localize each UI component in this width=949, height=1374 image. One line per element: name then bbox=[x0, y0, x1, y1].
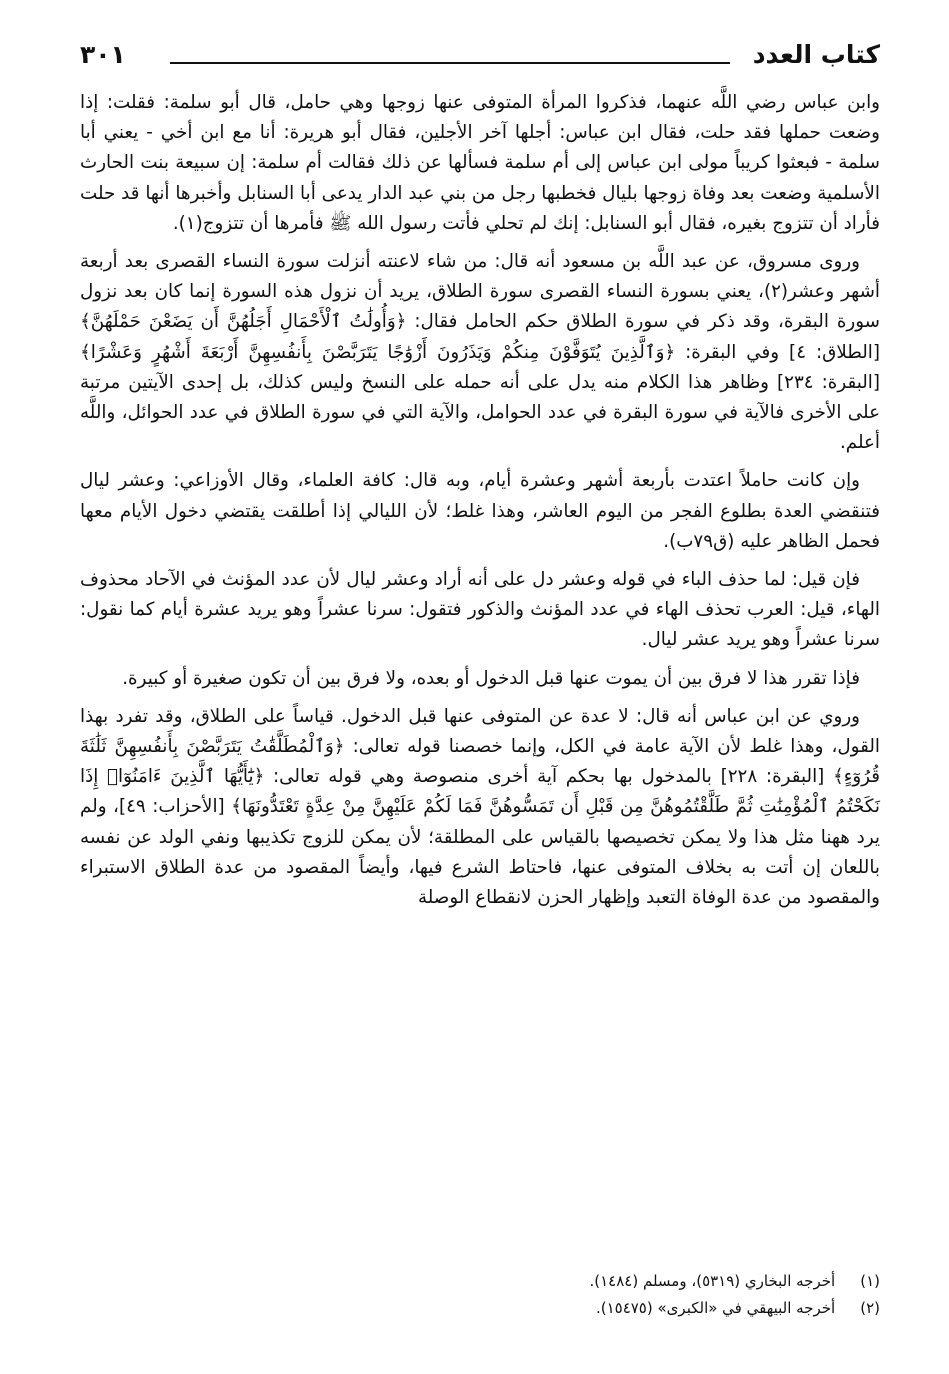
header-rule bbox=[170, 62, 730, 64]
page-body bbox=[80, 88, 880, 913]
chapter-title: كتاب العدد bbox=[752, 40, 880, 69]
footnote-text: أخرجه البيهقي في «الكبرى» (١٥٤٧٥). bbox=[595, 1299, 836, 1317]
footnote-number: (٢) bbox=[860, 1299, 880, 1317]
page-number: ٣٠١ bbox=[80, 40, 126, 69]
paragraph: فإذا تقرر هذا لا فرق بين أن يموت عنها قبل الدخول أو بعده، ولا فرق بين أن تكون صغيرة أو كبيرة. bbox=[122, 667, 860, 689]
footnote-text: أخرجه البخاري (٥٣١٩)، ومسلم (١٤٨٤). bbox=[589, 1272, 836, 1290]
paragraph: وروي عن ابن عباس أنه قال: لا عدة عن المتوفى عنها قبل الدخول. قياساً على الطلاق، وقد تفرد بهذا القول، وهذا غلط لأن الآية عامة في الكل، وإنما خصصنا قوله تعالى: ﴿وَٱلْمُطَلَّقَٰتُ يَتَرَبَّصْنَ بِأَنفُسِهِنَّ ثَلَٰثَةَ قُرُوٓءٍ﴾ [البقرة: ٢٢٨] بالمدخول بها بحكم آية أخرى منصوصة وهي قوله تعالى: ﴿يَٰٓأَيُّهَا ٱلَّذِينَ ءَامَنُوٓا۟ إِذَا نَكَحْتُمُ ٱلْمُؤْمِنَٰتِ ثُمَّ طَلَّقْتُمُوهُنَّ مِن قَبْلِ أَن تَمَسُّوهُنَّ فَمَا لَكُمْ عَلَيْهِنَّ مِنْ عِدَّةٍ تَعْتَدُّونَهَا﴾ [الأحزاب: ٤٩]، ولم يرد ههنا مثل هذا ولا يمكن تخصيصها بالقياس على المطلقة؛ لأن يمكن للزوج تكذيبها ونفي الولد عن نفسه باللعان إن أتت به بخلاف المتوفى عنها، فاحتاط الشرع فيها، وأيضاً المقصود من عدة الطلاق الاستبراء والمقصود من عدة الوفاة التعبد وإظهار الحزن لانقطاع الوصلة bbox=[80, 705, 880, 909]
footnotes bbox=[80, 1268, 880, 1322]
footnote bbox=[80, 1295, 880, 1322]
footnote bbox=[80, 1268, 880, 1295]
running-header bbox=[80, 40, 880, 80]
book-page bbox=[80, 40, 880, 913]
paragraph: وابن عباس رضي اللَّه عنهما، فذكروا المرأة المتوفى عنها زوجها وهي حامل، قال أبو سلمة: فقلت: إذا وضعت حملها فقد حلت، فقال ابن عباس: أجلها آخر الأجلين، فقال أبو هريرة: أنا مع ابن أخي - يعني أبا سلمة - فبعثوا كريباً مولى ابن عباس إلى أم سلمة فسألها عن ذلك فقالت أم سلمة: إن سبيعة بنت الحارث الأسلمية وضعت بعد وفاة زوجها بليال فخطبها رجل من بني عبد الدار يدعى أبا السنابل وأخبرها أنها قد حلت فأراد أن تتزوج بغيره، فقال أبو السنابل: إنك لم تحلي فأتت رسول الله ﷺ فأمرها أن تتزوج(١). bbox=[80, 92, 880, 234]
footnote-number: (١) bbox=[860, 1272, 880, 1290]
paragraph: فإن قيل: لما حذف الباء في قوله وعشر دل على أنه أراد وعشر ليال لأن عدد المؤنث في الآحاد محذوف الهاء، قيل: العرب تحذف الهاء في عدد المؤنث والذكور فتقول: سرنا عشراً وهو يريد عشرة أيام كما نقول: سرنا عشراً وهو يريد عشر ليال. bbox=[80, 569, 880, 651]
paragraph: وإن كانت حاملاً اعتدت بأربعة أشهر وعشرة أيام، وبه قال: كافة العلماء، وقال الأوزاعي: وعشر ليال فتنقضي العدة بطلوع الفجر من اليوم العاشر، وهذا غلط؛ لأن الليالي إذا أطلقت يقتضي دخول الأيام معها فحمل الظاهر عليه (ق٧٩ب). bbox=[80, 470, 880, 552]
paragraph: وروى مسروق، عن عبد اللَّه بن مسعود أنه قال: من شاء لاعنته أنزلت سورة النساء القصرى بعد أربعة أشهر وعشر(٢)، يعني بسورة النساء القصرى سورة الطلاق، يريد أن نزول هذه السورة إنما كان بعد نزول سورة البقرة، وقد ذكر في سورة الطلاق حكم الحامل فقال: ﴿وَأُولَٰتُ ٱلْأَحْمَالِ أَجَلُهُنَّ أَن يَضَعْنَ حَمْلَهُنَّ﴾ [الطلاق: ٤] وفي البقرة: ﴿وَٱلَّذِينَ يُتَوَفَّوْنَ مِنكُمْ وَيَذَرُونَ أَزْوَٰجًا يَتَرَبَّصْنَ بِأَنفُسِهِنَّ أَرْبَعَةَ أَشْهُرٍ وَعَشْرًا﴾ [البقرة: ٢٣٤] وظاهر هذا الكلام منه يدل على أنه حمله على النسخ وليس كذلك، بل إحدى الآيتين مرتبة على الأخرى فالآية في سورة البقرة في عدد الحوامل، والآية التي في سورة الطلاق في عدد الحوائل، واللَّه أعلم. bbox=[80, 251, 881, 454]
